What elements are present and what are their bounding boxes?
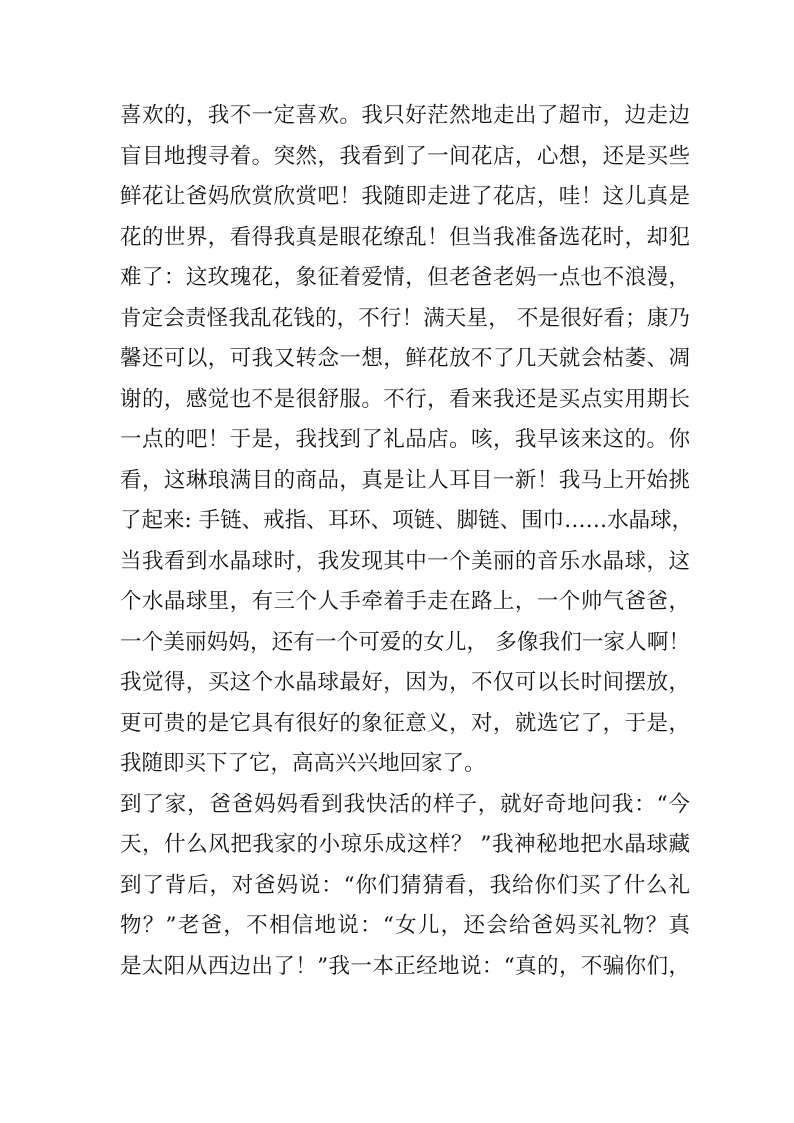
- text-line: 一个美丽妈妈，还有一个可爱的女儿， 多像我们一家人啊！: [120, 629, 690, 655]
- text-line: 看，这琳琅满目的商品，真是让人耳目一新！我马上开始挑: [120, 467, 690, 493]
- text-line: 更可贵的是它具有很好的象征意义，对，就选它了，于是，: [120, 710, 690, 736]
- text-line: 盲目地搜寻着。突然，我看到了一间花店，心想，还是买些: [120, 143, 690, 169]
- text-line: 肯定会责怪我乱花钱的，不行！满天星， 不是很好看；康乃: [120, 305, 690, 331]
- text-line: 难了：这玫瑰花，象征着爱情，但老爸老妈一点也不浪漫，: [120, 265, 690, 290]
- text-line: 谢的，感觉也不是很舒服。不行，看来我还是买点实用期长: [120, 386, 690, 412]
- text-line: 个水晶球里，有三个人手牵着手走在路上，一个帅气爸爸，: [120, 589, 690, 614]
- text-line: 物？”老爸，不相信地说：“女儿，还会给爸妈买礼物？真: [120, 913, 690, 938]
- text-line: 鲜花让爸妈欣赏欣赏吧！我随即走进了花店，哇！这儿真是: [120, 184, 690, 209]
- text-line: 天，什么风把我家的小琼乐成这样？ ”我神秘地把水晶球藏: [120, 832, 690, 857]
- text-line: 我觉得，买这个水晶球最好，因为，不仅可以长时间摆放，: [120, 670, 690, 695]
- paragraph-end-line: 我随即买下了它，高高兴兴地回家了。: [120, 751, 486, 776]
- text-line: 当我看到水晶球时，我发现其中一个美丽的音乐水晶球，这: [120, 548, 690, 574]
- text-line: 一点的吧！于是，我找到了礼品店。咳，我早该来这的。你: [120, 427, 690, 452]
- text-line: 到了背后，对爸妈说：“你们猜猜看，我给你们买了什么礼: [120, 872, 690, 898]
- text-line: 喜欢的，我不一定喜欢。我只好茫然地走出了超市，边走边: [120, 103, 690, 128]
- text-line: 到了家，爸爸妈妈看到我快活的样子，就好奇地问我：“今: [120, 791, 690, 817]
- text-line: 是太阳从西边出了！”我一本正经地说：“真的，不骗你们，: [120, 953, 690, 979]
- text-line: 了起来: 手链、戒指、耳环、项链、脚链、围巾……水晶球，: [120, 508, 694, 533]
- body-text: [120, 96, 694, 987]
- text-line: 馨还可以，可我又转念一想，鲜花放不了几天就会枯萎、凋: [120, 346, 690, 371]
- text-line: 花的世界，看得我真是眼花缭乱！但当我准备选花时，却犯: [120, 224, 690, 250]
